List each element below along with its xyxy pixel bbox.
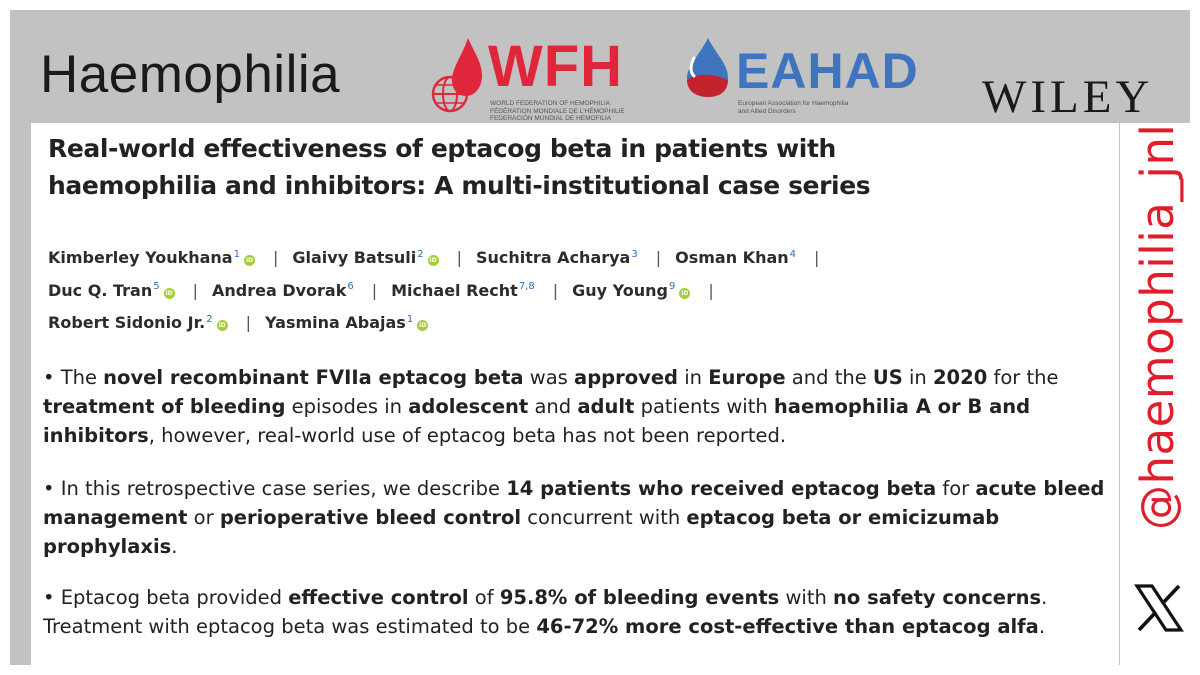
emphasis-text: approved: [574, 366, 679, 389]
wfh-logo: [428, 34, 648, 124]
social-handle[interactable]: @haemophilia_jnl: [1131, 123, 1184, 530]
eahad-drop-icon: [678, 36, 734, 98]
body-text: in: [902, 366, 933, 389]
emphasis-text: 14 patients who received eptacog beta: [506, 477, 937, 500]
author-name-text: Yasmina Abajas: [265, 312, 406, 332]
author-name: [48, 248, 255, 267]
author-name: [476, 248, 638, 267]
author-separator: |: [245, 312, 252, 332]
body-text: and: [528, 395, 578, 418]
body-text: patients with: [634, 395, 774, 418]
author-name-text: Duc Q. Tran: [48, 280, 153, 300]
article-card: [31, 123, 1119, 672]
body-text: • In this retrospective case series, we describe: [43, 477, 507, 500]
author-name-text: Suchitra Acharya: [476, 248, 631, 268]
author-line: [48, 305, 1048, 337]
author-separator: |: [456, 248, 462, 268]
eahad-acronym: EAHAD: [736, 43, 919, 99]
key-points: [43, 363, 1118, 665]
affiliation-superscript: 3: [631, 249, 638, 260]
affiliation-superscript: 2: [417, 249, 424, 260]
eahad-subtitle: [738, 100, 848, 115]
article-title-line1: Real-world effectiveness of eptacog beta in patients with: [48, 134, 836, 163]
emphasis-text: Europe: [708, 366, 786, 389]
author-name-text: Glaivy Batsuli: [292, 248, 417, 268]
affiliation-superscript: 1: [406, 313, 414, 325]
emphasis-text: US: [872, 366, 903, 389]
eahad-logo: [678, 36, 928, 116]
body-text: in: [678, 366, 709, 389]
body-text: for: [936, 477, 976, 500]
author-name: [292, 248, 438, 267]
emphasis-text: haemophilia A or B and inhibitors: [43, 395, 1031, 447]
body-text: • Eptacog beta provided: [43, 586, 289, 609]
author-name-text: Andrea Dvorak: [211, 280, 347, 300]
author-separator: |: [814, 248, 820, 268]
body-text: or: [187, 506, 220, 529]
body-text: .: [1038, 615, 1046, 638]
author-name: [391, 281, 535, 300]
emphasis-text: eptacog beta or emicizumab prophylaxis: [43, 506, 1000, 558]
orcid-icon[interactable]: iD: [419, 321, 427, 329]
wfh-subtitle-es: FEDERACIÓN MUNDIAL DE HEMOFILIA: [490, 115, 612, 122]
author-name: [675, 248, 796, 267]
emphasis-text: acute bleed management: [43, 477, 1105, 529]
author-name-text: Robert Sidonio Jr.: [48, 312, 206, 332]
key-point-2: [43, 474, 1118, 561]
body-text: was: [523, 366, 575, 389]
author-name: [212, 281, 354, 300]
body-text: .: [171, 535, 178, 558]
emphasis-text: 46-72% more cost-effective than eptacog alfa: [536, 615, 1039, 638]
affiliation-superscript: 9: [668, 281, 676, 293]
wfh-subtitle: [490, 100, 625, 123]
body-text: of: [468, 586, 500, 609]
author-name: [48, 281, 175, 300]
author-name-text: Kimberley Youkhana: [48, 248, 233, 268]
eahad-subtitle-line1: European Association for Haemophilia: [738, 100, 849, 107]
body-text: . Treatment with eptacog beta was estimated to be: [43, 586, 1048, 638]
author-name: [572, 281, 690, 300]
body-text: episodes in: [285, 395, 409, 418]
emphasis-text: no safety concerns: [833, 586, 1042, 609]
orcid-icon[interactable]: iD: [429, 257, 437, 265]
affiliation-superscript: 2: [206, 313, 213, 325]
key-point-3: [43, 583, 1118, 641]
article-title-line2: haemophilia and inhibitors: A multi-institutional case series: [48, 171, 871, 200]
affiliation-superscript: 4: [789, 249, 797, 260]
orcid-icon[interactable]: iD: [165, 289, 173, 297]
affiliation-superscript: 5: [153, 281, 160, 293]
publisher-logo: WILEY: [982, 71, 1154, 123]
body-text: with: [779, 586, 834, 609]
article-title: [48, 130, 948, 204]
affiliation-superscript: 1: [233, 249, 240, 260]
author-separator: |: [371, 280, 378, 300]
author-line: [48, 272, 1048, 304]
emphasis-text: treatment of bleeding: [43, 395, 286, 418]
author-separator: |: [655, 248, 662, 268]
body-text: concurrent with: [521, 506, 687, 529]
emphasis-text: 95.8% of bleeding events: [499, 586, 780, 609]
wfh-drop-globe-icon: [428, 36, 486, 122]
emphasis-text: effective control: [288, 586, 469, 609]
affiliation-superscript: 6: [347, 281, 354, 293]
author-name: [48, 313, 228, 332]
orcid-icon[interactable]: iD: [218, 321, 226, 329]
author-separator: |: [552, 280, 559, 300]
emphasis-text: adolescent: [408, 395, 529, 418]
wfh-subtitle-en: WORLD FEDERATION OF HEMOPHILIA: [490, 100, 611, 107]
author-name-text: Guy Young: [572, 280, 668, 300]
body-text: , however, real-world use of eptacog beta has not been reported.: [148, 424, 787, 447]
author-line: [48, 240, 1048, 272]
author-separator: |: [272, 248, 279, 268]
author-list: [48, 240, 1048, 337]
author-name-text: Osman Khan: [675, 248, 789, 268]
affiliation-superscript: 7,8: [518, 281, 535, 293]
body-text: and the: [785, 366, 873, 389]
eahad-subtitle-line2: and Allied Disorders: [738, 107, 796, 115]
wfh-acronym: WFH: [488, 34, 624, 99]
emphasis-text: 2020: [932, 366, 988, 389]
author-name: [265, 313, 428, 332]
emphasis-text: perioperative bleed control: [219, 506, 522, 529]
x-logo-icon[interactable]: [1133, 582, 1185, 634]
wfh-subtitle-fr: FÉDÉRATION MONDIALE DE L'HÉMOPHILIE: [490, 107, 625, 115]
emphasis-text: novel recombinant FVIIa eptacog beta: [103, 366, 524, 389]
body-text: for the: [987, 366, 1059, 389]
emphasis-text: adult: [577, 395, 635, 418]
orcid-icon[interactable]: iD: [245, 257, 253, 265]
author-separator: |: [708, 280, 714, 300]
orcid-icon[interactable]: iD: [681, 289, 689, 297]
key-point-1: [43, 363, 1118, 450]
journal-logo: Haemophilia: [40, 45, 341, 104]
author-separator: |: [192, 280, 198, 300]
author-name-text: Michael Recht: [391, 280, 518, 300]
body-text: • The: [43, 366, 104, 389]
